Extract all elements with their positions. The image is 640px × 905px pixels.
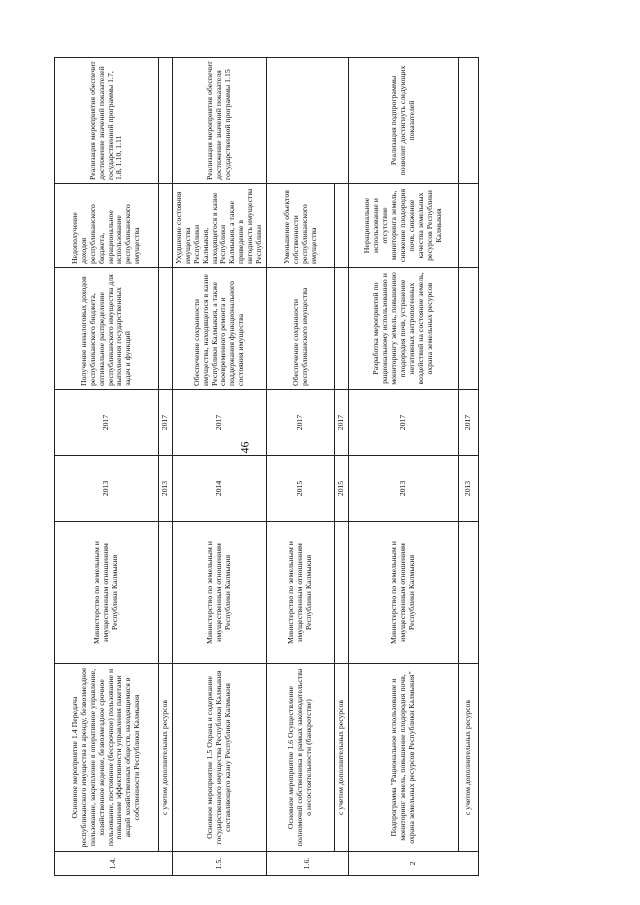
end-year: 2017 xyxy=(349,390,459,456)
expected-result: Обеспечение сохранности имущества, находящегося в казне Республики Калмыкия, а также своевременного ремонта и поддержания функционального состояния имущества xyxy=(172,268,267,390)
start-year: 2015 xyxy=(267,456,335,522)
document-sheet xyxy=(54,58,473,876)
consequences: Нерациональное использование и отсутствие мониторинга земель, снижение плодородия почв, снижение качества земельных ресурсов Республики Калмыкия xyxy=(349,184,459,268)
table-row-additional xyxy=(159,58,173,876)
start-year: 2013 xyxy=(55,456,159,522)
expected-result: Разработка мероприятий по рациональному использованию и мониторингу земель, повышению плодородия почв, устранение негативных антропогенных воздействий на состояние земель, охрана земельных ресурсов xyxy=(349,268,459,390)
activity-name: Основное мероприятие 1.5 Охрана и содержание государственного имущества Республики Калмыкия составляющего казну Республики Калмыкия xyxy=(172,664,267,852)
rotated-table-wrapper xyxy=(54,58,473,876)
row-number: 1.5. xyxy=(172,852,267,876)
consequences: Недополучение доходов республиканского бюджета, нерациональное использование республиканского имущества xyxy=(55,184,159,268)
start-year: 2013 xyxy=(459,456,479,522)
table-row xyxy=(267,58,335,876)
start-year: 2014 xyxy=(172,456,267,522)
table-row xyxy=(349,58,459,876)
table-row xyxy=(55,58,159,876)
end-year: 2017 xyxy=(172,390,267,456)
indicator-link: Реализация подпрограммы позволит достигнуть следующих показателей xyxy=(349,58,459,184)
expected-result: Обеспечение сохранности республиканского имущества xyxy=(267,268,335,390)
responsible-executor: Министерство по земельным и имущественным отношениям Республики Калмыкия xyxy=(267,522,335,664)
expected-result: Получение неналоговых доходов республиканского бюджета, оптимальное распределение республиканского имущества для выполнения государственных задач и функций xyxy=(55,268,159,390)
table-row xyxy=(172,58,267,876)
program-activities-table xyxy=(54,57,479,876)
page-number: 46 xyxy=(237,441,252,454)
consequences: Уменьшение объектов собственности республиканского имущества xyxy=(267,184,335,268)
table-row-additional xyxy=(459,58,479,876)
start-year: 2013 xyxy=(349,456,459,522)
additional-resources-label: с учетом дополнительных ресурсов xyxy=(335,664,349,852)
indicator-link xyxy=(267,58,349,184)
activity-name: Основное мероприятие 1.6 Осуществление полномочий собственника в рамках законодательства о несостоятельности (банкротстве) xyxy=(267,664,335,852)
indicator-link: Реализация мероприятия обеспечит достижение значений показателей государственной программы 1.7, 1.8, 1.10, 1.11 xyxy=(55,58,159,184)
responsible-executor: Министерство по земельным и имущественным отношениям Республики Калмыкия xyxy=(55,522,159,664)
end-year: 2017 xyxy=(335,390,349,456)
responsible-executor: Министерство по земельным и имущественным отношениям Республики Калмыкия xyxy=(172,522,267,664)
row-number: 1.6. xyxy=(267,852,349,876)
additional-resources-label: с учетом дополнительных ресурсов xyxy=(159,664,173,852)
end-year: 2017 xyxy=(267,390,335,456)
row-number: 2 xyxy=(349,852,479,876)
activity-name: Подпрограмма "Рациональное использование и мониторинг земель, повышение плодородия почв, охрана земельных ресурсов Республики Калмыкия" xyxy=(349,664,459,852)
start-year: 2015 xyxy=(335,456,349,522)
responsible-executor: Министерство по земельным и имущественным отношениям Республики Калмыкия xyxy=(349,522,459,664)
end-year: 2017 xyxy=(459,390,479,456)
end-year: 2017 xyxy=(55,390,159,456)
activity-name: Основное мероприятие 1.4 Передача республиканского имущества в аренду, безвозмездное пользование, закрепление в оперативное управление, хозяйственное ведение, безвозмездное срочное пользование, постоянное (бессрочное) пользование и повышение эффективности управления пакетами акций хозяйственных обществ, находящимися в собственности Республики Калмыкия xyxy=(55,664,159,852)
end-year: 2017 xyxy=(159,390,173,456)
additional-resources-label: с учетом дополнительных ресурсов xyxy=(459,664,479,852)
consequences: Ухудшение состояния имущества Республики Калмыкия, находящегося в казне Республики Калмыкия, а также приведение в негодность имущества Республики xyxy=(172,184,267,268)
start-year: 2013 xyxy=(159,456,173,522)
row-number: 1.4. xyxy=(55,852,173,876)
indicator-link: Реализация мероприятия обеспечит достижение значений показателя государственной программы 1.15 xyxy=(172,58,267,184)
